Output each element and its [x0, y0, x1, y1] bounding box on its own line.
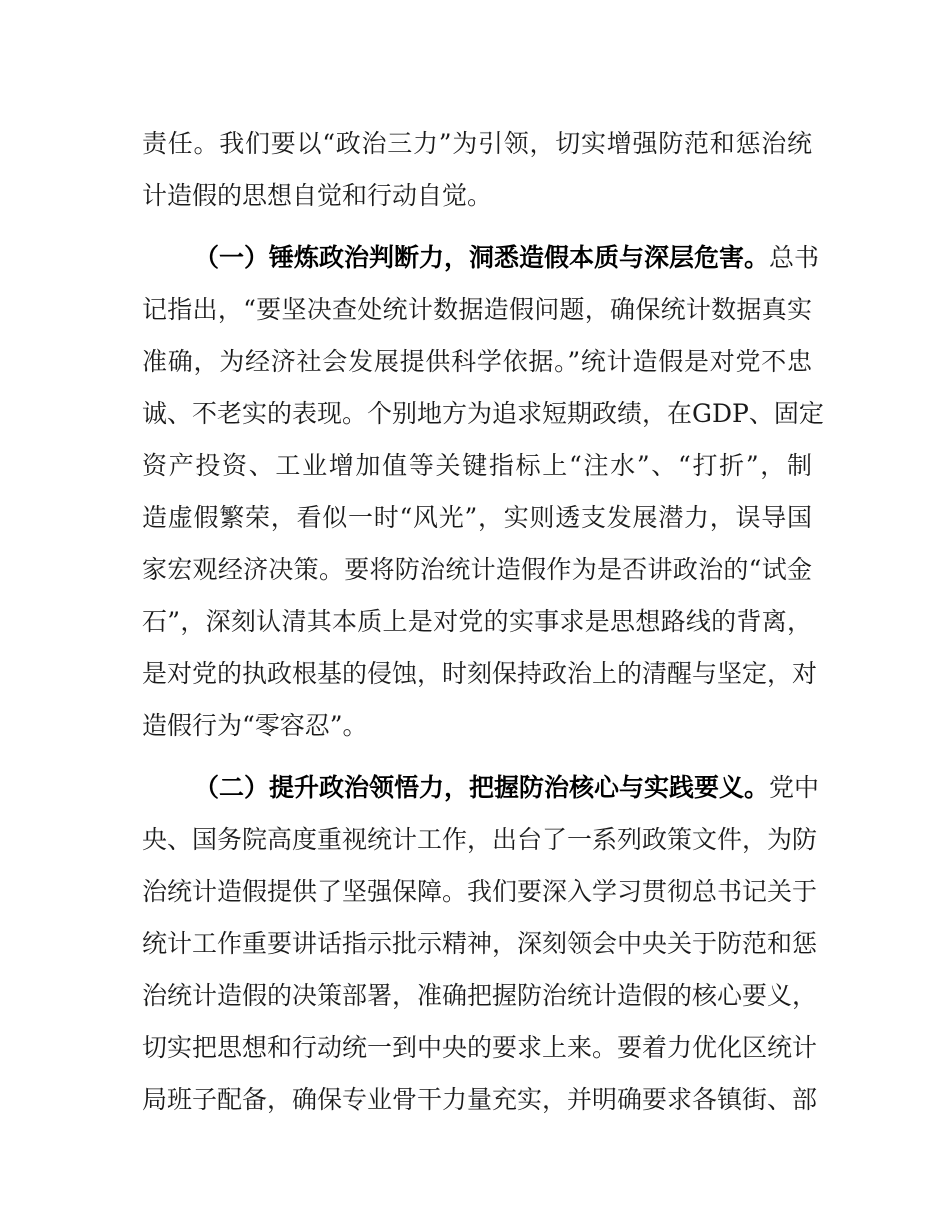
text-line: 造虚假繁荣，看似一时“风光”，实则透支发展潜力，误导国	[142, 503, 812, 532]
text-line: 资产投资、工业增加值等关键指标上“注水”、“打折”，制	[142, 451, 812, 480]
paragraph-3	[142, 762, 820, 1126]
text-line: 治统计造假的决策部署，准确把握防治统计造假的核心要义，	[142, 981, 818, 1010]
text-line	[142, 762, 820, 814]
text-line: 石”，深刻认清其本质上是对党的实事求是思想路线的背离，	[142, 607, 812, 636]
paragraph-2	[142, 232, 824, 752]
document-body	[142, 118, 824, 1136]
section-heading-1: （一）锤炼政治判断力，洞悉造假本质与深层危害。	[194, 243, 770, 272]
text-line: 诚、不老实的表现。个别地方为追求短期政绩，在GDP、固定	[142, 399, 824, 428]
text-line: 治统计造假提供了坚强保障。我们要深入学习贯彻总书记关于	[142, 877, 818, 906]
text-line: 切实把思想和行动统一到中央的要求上来。要着力优化区统计	[142, 1033, 818, 1062]
text-line	[142, 232, 820, 284]
text-line: 家宏观经济决策。要将防治统计造假作为是否讲政治的“试金	[142, 555, 812, 584]
text-line: 统计工作重要讲话指示批示精神，深刻领会中央关于防范和惩	[142, 929, 818, 958]
text-line: 是对党的执政根基的侵蚀，时刻保持政治上的清醒与坚定，对	[142, 659, 818, 688]
heading-tail: 总书	[769, 243, 820, 272]
text-line: 局班子配备，确保专业骨干力量充实，并明确要求各镇街、部	[142, 1085, 818, 1114]
paragraph-1	[142, 118, 812, 222]
text-line: 记指出，“要坚决查处统计数据造假问题，确保统计数据真实	[142, 295, 812, 324]
heading-tail: 党中	[769, 773, 820, 802]
text-line: 准确，为经济社会发展提供科学依据。”统计造假是对党不忠	[142, 347, 812, 376]
text-line: 造假行为“零容忍”。	[142, 711, 368, 740]
section-heading-2: （二）提升政治领悟力，把握防治核心与实践要义。	[194, 773, 770, 802]
text-line: 央、国务院高度重视统计工作，出台了一系列政策文件，为防	[142, 825, 818, 854]
text-line: 责任。我们要以“政治三力”为引领，切实增强防范和惩治统	[142, 129, 812, 158]
text-line: 计造假的思想自觉和行动自觉。	[142, 181, 493, 210]
